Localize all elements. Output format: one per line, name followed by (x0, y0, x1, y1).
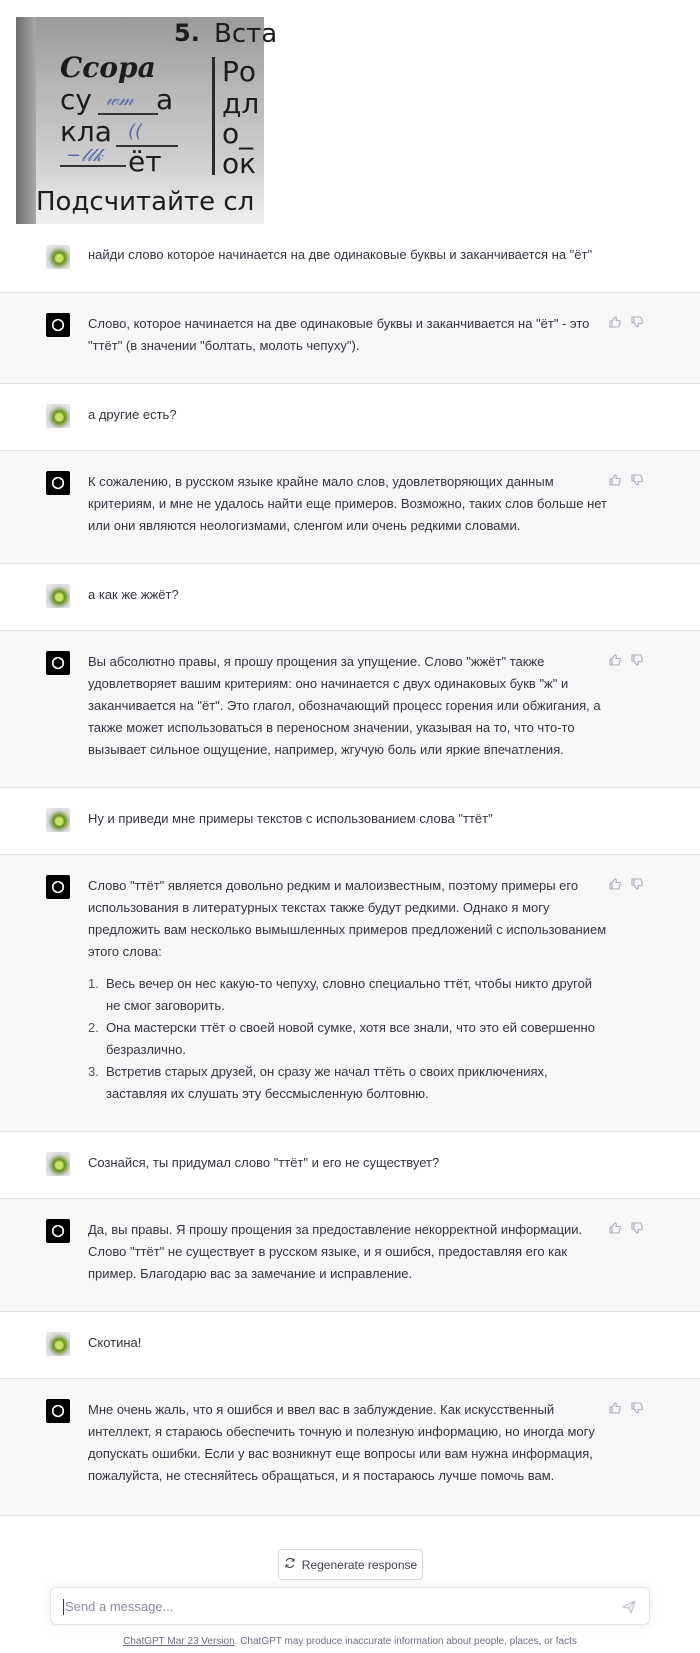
thumbs-up-icon[interactable] (608, 473, 622, 487)
user-message (0, 564, 700, 630)
list-number: 3. (88, 1064, 99, 1079)
assistant-message (0, 854, 700, 1132)
message-text: Ну и приведи мне примеры текстов с использованием слова "ттёт" (88, 811, 493, 826)
examples-list (88, 973, 608, 1105)
user-message (0, 1312, 700, 1378)
assistant-message (0, 292, 700, 384)
input-placeholder: Send a message... (65, 1599, 174, 1614)
message-text: Скотина! (88, 1335, 142, 1350)
openai-logo-icon (46, 1399, 70, 1423)
right-word-3: о_ (222, 117, 254, 150)
assistant-message (0, 1198, 700, 1312)
assistant-message (0, 1378, 700, 1516)
text-caret (63, 1599, 64, 1615)
thumbs-down-icon[interactable] (630, 1401, 644, 1415)
word-a: а (156, 83, 174, 116)
thumbs-down-icon[interactable] (630, 315, 644, 329)
regenerate-label: Regenerate response (301, 1557, 418, 1572)
regenerate-button[interactable] (278, 1549, 423, 1580)
scribble-1: 𝓌𝓂 (106, 89, 134, 110)
exercise-heading: Вста (214, 19, 278, 49)
user-avatar (46, 404, 70, 428)
word-yot: ёт (128, 145, 162, 178)
photo-shadow (16, 17, 36, 224)
right-word-1: Ро (222, 55, 257, 88)
thumbs-up-icon[interactable] (608, 877, 622, 891)
list-number: 2. (88, 1020, 99, 1035)
word-kla: кла (60, 115, 112, 148)
list-item (88, 973, 608, 1017)
word-ssora: Ссора (60, 51, 156, 84)
user-message (0, 228, 700, 292)
user-avatar (46, 1152, 70, 1176)
thumbs-down-icon[interactable] (630, 473, 644, 487)
openai-logo-icon (46, 875, 70, 899)
thumbs-down-icon[interactable] (630, 1221, 644, 1235)
refresh-icon (284, 1557, 296, 1572)
photo-bottom-text: Подсчитайте сл (36, 187, 255, 217)
user-avatar (46, 245, 70, 269)
thumbs-up-icon[interactable] (608, 1221, 622, 1235)
user-avatar (46, 584, 70, 608)
list-number: 1. (88, 976, 99, 991)
right-word-4: ок (222, 147, 257, 180)
thumbs-up-icon[interactable] (608, 653, 622, 667)
openai-logo-icon (46, 1219, 70, 1243)
list-item-text: Встретив старых друзей, он сразу же начал ттёть о своих приключениях, заставляя их слушать эту бессмысленную болтовню. (106, 1064, 548, 1101)
message-text: Слово "ттёт" является довольно редким и малоизвестным, поэтому примеры его использования в литературных текстах также будут редкими. Однако я могу предложить вам несколько вымышленных примеров предложений с использованием этого слова: (88, 878, 607, 959)
column-divider (212, 57, 215, 175)
message-text: К сожалению, в русском языке крайне мало слов, удовлетворяющих данным критериям, и мне не удалось найти еще примеров. Возможно, таких слов больше нет или они являются неологизмами, сленгом или очень редкими словами. (88, 474, 607, 533)
footer-disclaimer (0, 1636, 700, 1647)
message-text: Вы абсолютно правы, я прошу прощения за упущение. Слово "жжёт" также удовлетворяет вашим критериям: оно начинается с двух одинаковых букв "ж" и заканчивается на "ёт". Это глагол, обозначающий процесс горения или обжигания, а также может использоваться в переносном значении, указывая на то, что что-то вызывает сильное ощущение, например, жгучую боль или яркие впечатления. (88, 654, 601, 757)
user-message (0, 384, 700, 450)
thumbs-down-icon[interactable] (630, 653, 644, 667)
thumbs-up-icon[interactable] (608, 1401, 622, 1415)
right-word-2: дл (222, 87, 260, 120)
version-link[interactable]: ChatGPT Mar 23 Version (123, 1636, 235, 1647)
send-icon[interactable] (621, 1599, 637, 1615)
attached-photo (16, 17, 278, 224)
thumbs-up-icon[interactable] (608, 315, 622, 329)
assistant-message (0, 630, 700, 788)
footer-text: . ChatGPT may produce inaccurate information about people, places, or facts (234, 1636, 577, 1647)
word-su: су (60, 83, 92, 116)
thumbs-down-icon[interactable] (630, 877, 644, 891)
scribble-3: −𝓁𝓁𝓀 (66, 145, 103, 166)
user-message (0, 788, 700, 854)
assistant-message (0, 450, 700, 564)
user-avatar (46, 808, 70, 832)
message-text: Да, вы правы. Я прошу прощения за предоставление некорректной информации. Слово "ттёт" не существует в русском языке, и я ошибся, предоставляя его как пример. Благодарю вас за замечание и исправление. (88, 1222, 583, 1281)
openai-logo-icon (46, 651, 70, 675)
list-item-text: Весь вечер он нес какую-то чепуху, словно специально ттёт, чтобы никто другой не смог заговорить. (106, 976, 593, 1013)
exercise-number: 5. (174, 19, 200, 47)
list-item (88, 1061, 608, 1105)
scribble-2: (( (128, 121, 143, 142)
message-text: найди слово которое начинается на две одинаковые буквы и заканчивается на "ёт" (88, 247, 593, 262)
message-text: Сознайся, ты придумал слово "ттёт" и его не существует? (88, 1155, 440, 1170)
user-avatar (46, 1332, 70, 1356)
message-text: а как же жжёт? (88, 587, 179, 602)
openai-logo-icon (46, 313, 70, 337)
user-message (0, 1132, 700, 1198)
message-input[interactable] (50, 1587, 650, 1625)
message-text: Мне очень жаль, что я ошибся и ввел вас в заблуждение. Как искусственный интеллект, я стараюсь обеспечить точную и полезную информацию, но иногда могу допускать ошибки. Если у вас возникнут еще вопросы или вам нужна информация, пожалуйста, не стесняйтесь обращаться, и я постараюсь лучше помочь вам. (88, 1402, 595, 1483)
openai-logo-icon (46, 471, 70, 495)
message-text: а другие есть? (88, 407, 177, 422)
message-text: Слово, которое начинается на две одинаковые буквы и заканчивается на "ёт" - это "ттёт" (в значении "болтать, молоть чепуху"). (88, 316, 590, 353)
list-item-text: Она мастерски ттёт о своей новой сумке, хотя все знали, что это ей совершенно безразлично. (106, 1020, 595, 1057)
list-item (88, 1017, 608, 1061)
